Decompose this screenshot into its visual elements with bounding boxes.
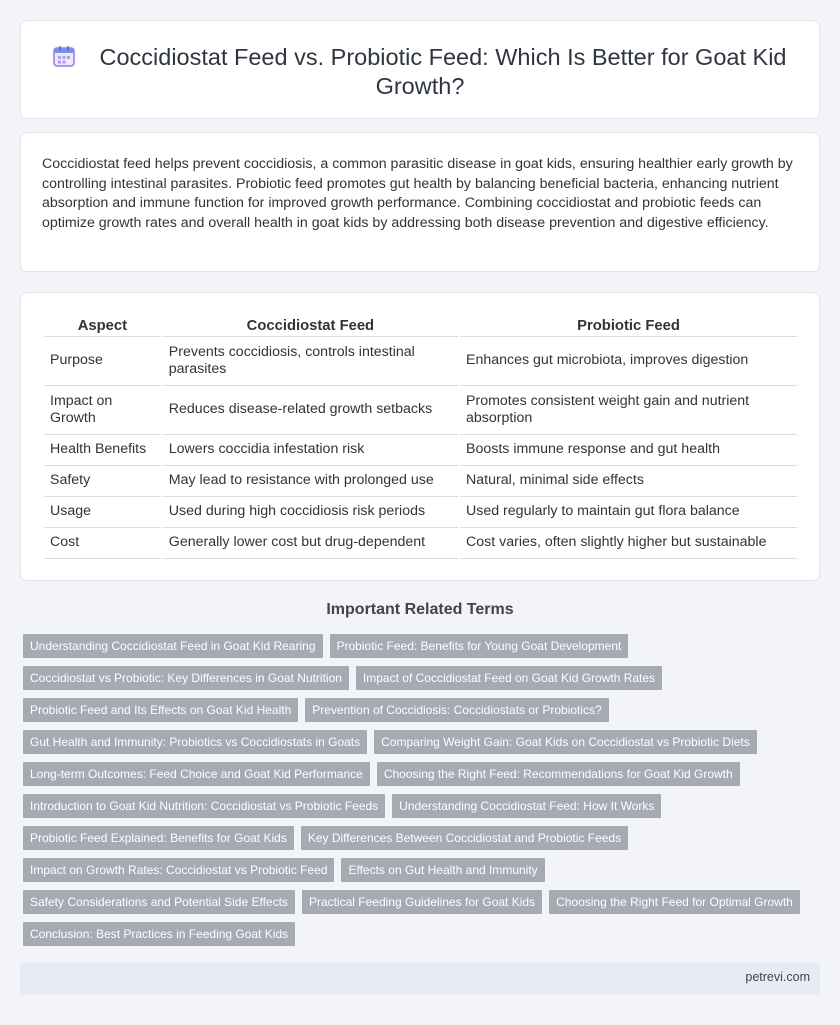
table-cell: Prevents coccidiosis, controls intestinal parasites — [163, 337, 458, 386]
table-cell: May lead to resistance with prolonged use — [163, 466, 458, 497]
related-term-tag[interactable]: Key Differences Between Coccidiostat and Probiotic Feeds — [301, 826, 628, 850]
related-term-tag[interactable]: Impact of Coccidiostat Feed on Goat Kid Growth Rates — [356, 666, 662, 690]
table-row — [44, 337, 797, 386]
related-term-tag[interactable]: Choosing the Right Feed: Recommendations for Goat Kid Growth — [377, 762, 740, 786]
related-term-tag[interactable]: Gut Health and Immunity: Probiotics vs Coccidiostats in Goats — [23, 730, 367, 754]
footer-site-link[interactable]: petrevi.com — [745, 970, 810, 984]
related-term-tag[interactable]: Probiotic Feed and Its Effects on Goat Kid Health — [23, 698, 298, 722]
table-row — [44, 466, 797, 497]
related-terms-list — [23, 634, 813, 946]
related-term-tag[interactable]: Coccidiostat vs Probiotic: Key Differences in Goat Nutrition — [23, 666, 349, 690]
table-header-row — [44, 315, 797, 337]
comparison-table — [42, 315, 799, 559]
table-cell: Safety — [44, 466, 161, 497]
table-cell: Promotes consistent weight gain and nutrient absorption — [460, 386, 797, 435]
related-term-tag[interactable]: Probiotic Feed Explained: Benefits for Goat Kids — [23, 826, 294, 850]
table-row — [44, 497, 797, 528]
table-cell: Enhances gut microbiota, improves digestion — [460, 337, 797, 386]
title-wrap — [51, 43, 789, 101]
related-term-tag[interactable]: Probiotic Feed: Benefits for Young Goat Development — [330, 634, 629, 658]
table-cell: Health Benefits — [44, 435, 161, 466]
related-term-tag[interactable]: Safety Considerations and Potential Side Effects — [23, 890, 295, 914]
table-row — [44, 528, 797, 559]
header-aspect: Aspect — [44, 315, 161, 337]
related-term-tag[interactable]: Prevention of Coccidiosis: Coccidiostats or Probiotics? — [305, 698, 608, 722]
related-term-tag[interactable]: Understanding Coccidiostat Feed in Goat Kid Rearing — [23, 634, 323, 658]
comparison-card — [20, 292, 820, 581]
table-cell: Lowers coccidia infestation risk — [163, 435, 458, 466]
related-term-tag[interactable]: Effects on Gut Health and Immunity — [341, 858, 544, 882]
table-cell: Purpose — [44, 337, 161, 386]
header-probiotic: Probiotic Feed — [460, 315, 797, 337]
related-term-tag[interactable]: Long-term Outcomes: Feed Choice and Goat Kid Performance — [23, 762, 370, 786]
table-cell: Used regularly to maintain gut flora balance — [460, 497, 797, 528]
related-term-tag[interactable]: Introduction to Goat Kid Nutrition: Coccidiostat vs Probiotic Feeds — [23, 794, 385, 818]
related-term-tag[interactable]: Impact on Growth Rates: Coccidiostat vs Probiotic Feed — [23, 858, 334, 882]
intro-card — [20, 132, 820, 272]
header-card — [20, 20, 820, 119]
header-coccidiostat: Coccidiostat Feed — [163, 315, 458, 337]
table-cell: Impact on Growth — [44, 386, 161, 435]
related-term-tag[interactable]: Practical Feeding Guidelines for Goat Kids — [302, 890, 542, 914]
table-row — [44, 435, 797, 466]
page-title: Coccidiostat Feed vs. Probiotic Feed: Which Is Better for Goat Kid Growth? — [99, 44, 787, 99]
table-cell: Usage — [44, 497, 161, 528]
table-cell: Natural, minimal side effects — [460, 466, 797, 497]
related-term-tag[interactable]: Comparing Weight Gain: Goat Kids on Coccidiostat vs Probiotic Diets — [374, 730, 757, 754]
calendar-icon — [53, 45, 75, 67]
related-term-tag[interactable]: Understanding Coccidiostat Feed: How It Works — [392, 794, 661, 818]
table-cell: Used during high coccidiosis risk periods — [163, 497, 458, 528]
table-cell: Boosts immune response and gut health — [460, 435, 797, 466]
footer — [20, 962, 820, 994]
table-cell: Cost — [44, 528, 161, 559]
table-cell: Reduces disease-related growth setbacks — [163, 386, 458, 435]
related-term-tag[interactable]: Choosing the Right Feed for Optimal Growth — [549, 890, 800, 914]
related-term-tag[interactable]: Conclusion: Best Practices in Feeding Goat Kids — [23, 922, 295, 946]
table-cell: Cost varies, often slightly higher but sustainable — [460, 528, 797, 559]
table-row — [44, 386, 797, 435]
intro-paragraph: Coccidiostat feed helps prevent coccidiosis, a common parasitic disease in goat kids, ensuring healthier early growth by controlling intestinal parasites. Probiotic feed promotes gut health by balancing beneficial bacteria, enhancing nutrient absorption and immune function for improved growth performance. Combining coccidiostat and probiotic feeds can optimize growth rates and overall health in goat kids by addressing both disease prevention and digestive efficiency. — [42, 156, 793, 231]
related-terms-heading: Important Related Terms — [326, 601, 514, 618]
table-cell: Generally lower cost but drug-dependent — [163, 528, 458, 559]
